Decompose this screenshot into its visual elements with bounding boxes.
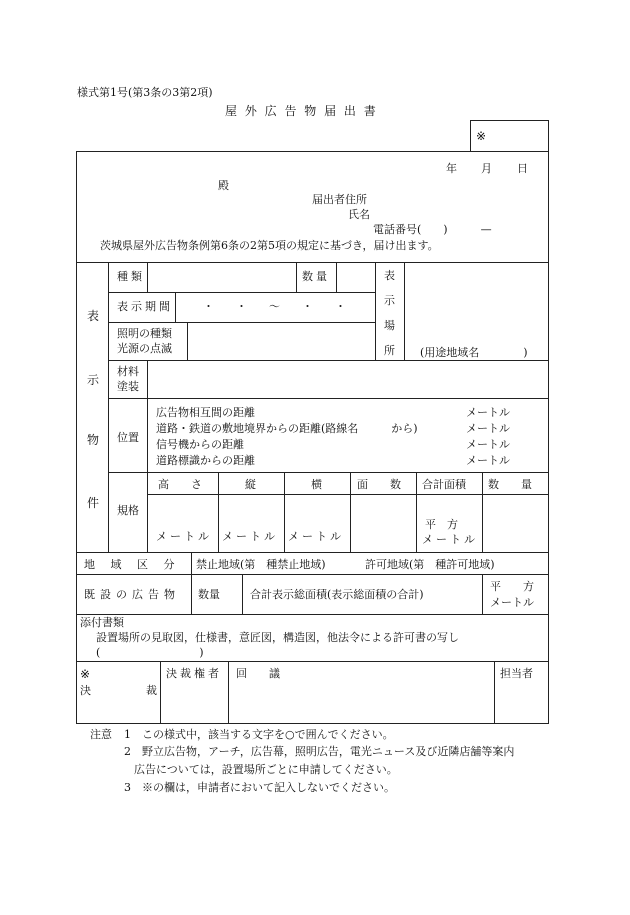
zoning-name-note: (用途地域名 ) xyxy=(420,346,528,359)
document-title: 屋 外 広 告 物 届 出 書 xyxy=(225,104,378,118)
place-char-1: 表 xyxy=(384,269,395,282)
place-char-2: 示 xyxy=(384,294,395,307)
place-char-3: 場 xyxy=(384,319,395,332)
section-char-2: 示 xyxy=(87,373,100,387)
date-month: 月 xyxy=(481,162,492,175)
note-1: 1 この様式中，該当する文字を○で囲んでください。 xyxy=(124,728,394,741)
spec-header-horizontal: 横 xyxy=(311,478,322,491)
distance-4-unit: メートル xyxy=(466,454,510,467)
attachments-heading: 添付書類 xyxy=(80,616,124,629)
date-day: 日 xyxy=(517,162,528,175)
decision-staff: 担当者 xyxy=(500,667,533,680)
spec-unit-height: メートル xyxy=(156,530,212,543)
lighting-type-label: 照明の種類 xyxy=(117,327,172,340)
spec-unit-horizontal: メートル xyxy=(288,530,344,543)
attachments-other: ( ) xyxy=(96,646,204,659)
distance-1-label: 広告物相互間の距離 xyxy=(156,406,255,419)
place-char-4: 所 xyxy=(384,344,395,357)
zone-permitted: 許可地域(第 種許可地域) xyxy=(365,558,495,571)
decision-authority: 決裁権者 xyxy=(166,667,222,680)
section-char-3: 物 xyxy=(87,433,100,447)
spec-header-height: 高さ xyxy=(158,478,224,491)
decision-circulation: 回 議 xyxy=(236,667,280,680)
quantity-label: 数量 xyxy=(302,270,330,283)
office-use-box xyxy=(470,120,549,152)
spec-unit-vertical: メートル xyxy=(222,530,278,543)
material-label: 材料 xyxy=(117,365,139,378)
note-2-cont: 広告については，設置場所ごとに申請してください。 xyxy=(134,763,398,776)
existing-label: 既設の広告物 xyxy=(84,588,180,601)
applicant-phone-label: 電話番号( ) — xyxy=(373,223,492,236)
attachments-list: 設置場所の見取図，仕様書，意匠図，構造図，他法令による許可書の写し xyxy=(96,631,459,644)
form-number: 様式第1号(第3条の3第2項) xyxy=(77,86,213,99)
notification-statement: 茨城県屋外広告物条例第6条の2第5項の規定に基づき，届け出ます。 xyxy=(100,239,439,252)
coating-label: 塗装 xyxy=(117,380,139,393)
period-value: ・ ・ ～ ・ ・ xyxy=(203,300,346,313)
existing-unit-1: 平 方 xyxy=(490,580,534,593)
distance-1-unit: メートル xyxy=(466,406,510,419)
distance-2-label: 道路・鉄道の敷地境界からの距離(路線名 から) xyxy=(156,422,418,435)
existing-total-label: 合計表示総面積(表示総面積の合計) xyxy=(250,588,424,601)
distance-4-label: 道路標識からの距離 xyxy=(156,454,255,467)
type-label: 種類 xyxy=(117,270,145,283)
note-3: 3 ※の欄は，申請者において記入しないでください。 xyxy=(124,781,395,794)
zone-label: 地 域 区 分 xyxy=(84,558,181,571)
decision-label: 決 裁 xyxy=(80,684,157,697)
spec-label: 規格 xyxy=(117,504,139,517)
applicant-name-label: 氏名 xyxy=(348,208,370,221)
decision-mark: ※ xyxy=(80,667,91,681)
date-year: 年 xyxy=(446,162,457,175)
notes-lead: 注意 xyxy=(90,728,112,741)
applicant-address-label: 届出者住所 xyxy=(312,193,367,206)
office-use-mark: ※ xyxy=(476,129,487,143)
distance-2-unit: メートル xyxy=(466,422,510,435)
section-char-4: 件 xyxy=(87,496,100,510)
spec-area-unit-2: メートル xyxy=(422,533,478,546)
note-2: 2 野立広告物，アーチ，広告幕，照明広告，電光ニュース及び近隣店舗等案内 xyxy=(124,745,515,758)
section-char-1: 表 xyxy=(87,309,100,323)
addressee-suffix: 殿 xyxy=(218,179,229,192)
position-label: 位置 xyxy=(117,431,139,444)
light-flashing-label: 光源の点滅 xyxy=(117,342,172,355)
spec-header-quantity: 数量 xyxy=(488,478,554,491)
period-label: 表示期間 xyxy=(117,300,173,313)
existing-qty-label: 数量 xyxy=(198,588,220,601)
spec-header-total-area: 合計面積 xyxy=(422,478,466,491)
spec-header-vertical: 縦 xyxy=(245,478,256,491)
spec-area-unit-1: 平 方 xyxy=(425,518,458,531)
distance-3-unit: メートル xyxy=(466,438,510,451)
spec-header-faces: 面数 xyxy=(357,478,423,491)
existing-unit-2: メートル xyxy=(490,596,534,609)
distance-3-label: 信号機からの距離 xyxy=(156,438,244,451)
zone-prohibited: 禁止地域(第 種禁止地域) xyxy=(196,558,326,571)
